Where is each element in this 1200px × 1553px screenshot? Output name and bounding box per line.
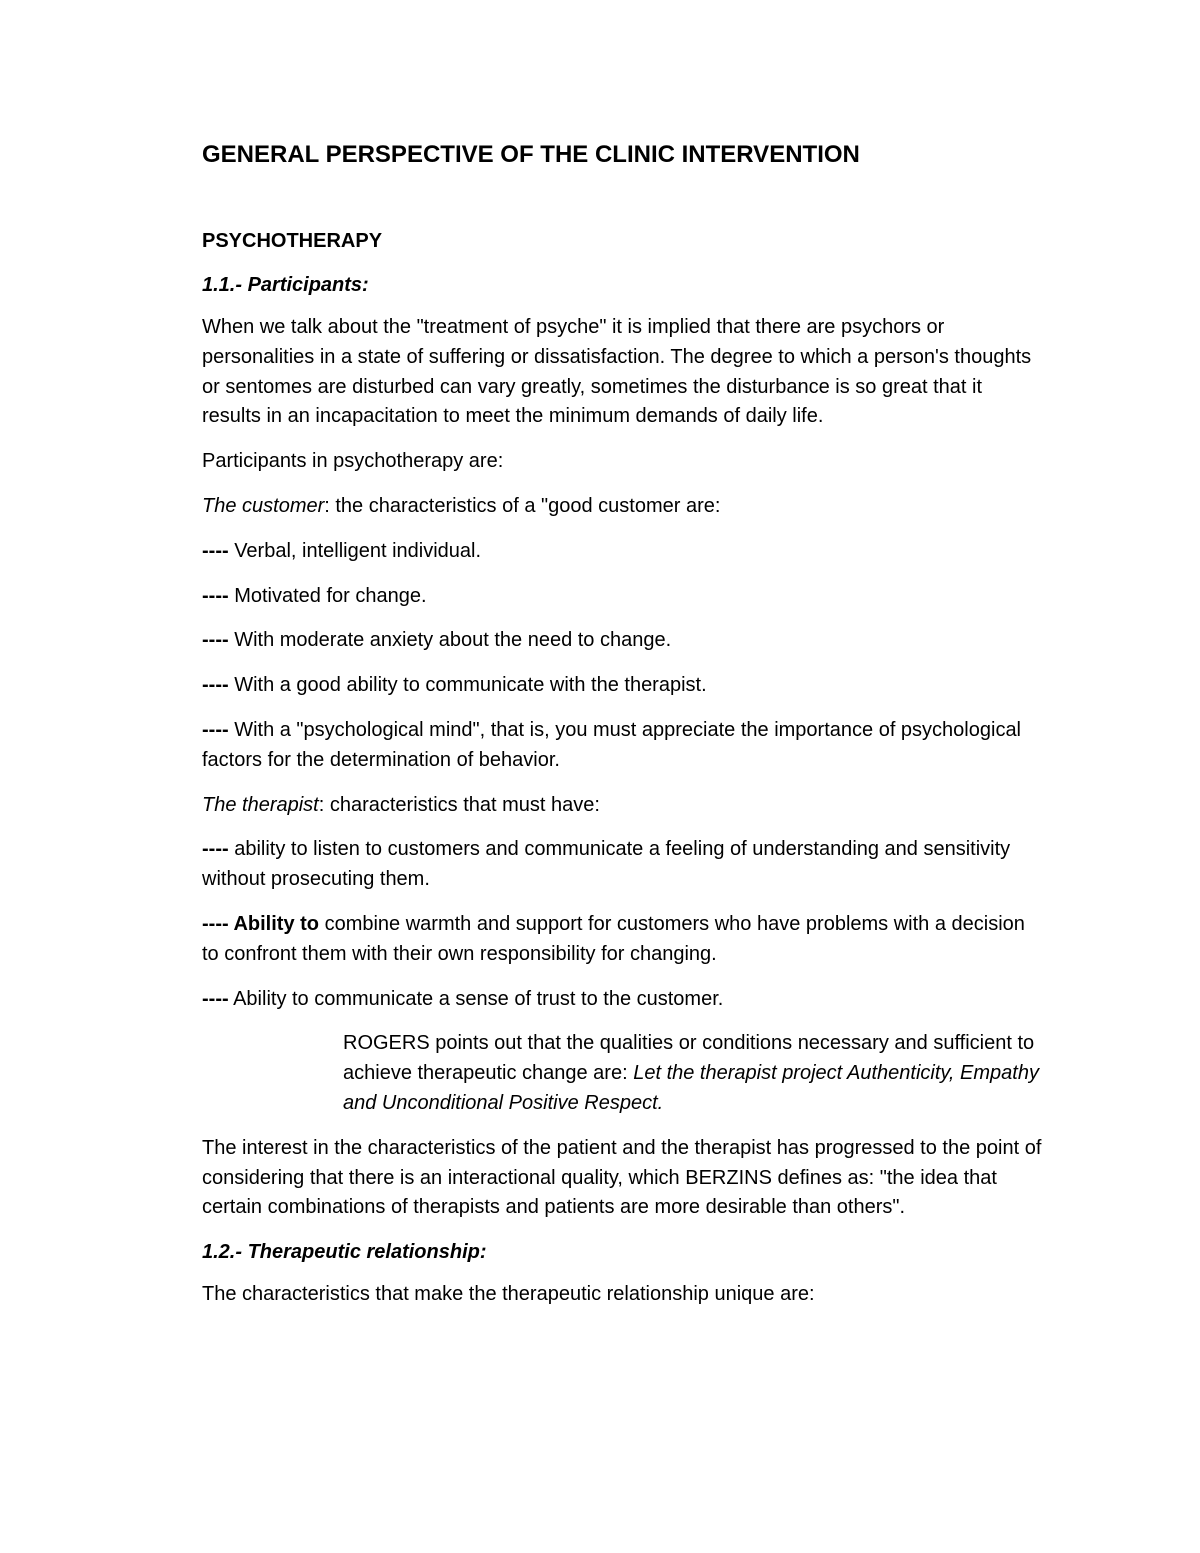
list-item-text: combine warmth and support for customers who have problems with a decision to confront them with their own responsibility for changing. [202, 912, 1025, 965]
customer-intro [202, 492, 1042, 522]
dash-marker: ---- [202, 629, 229, 652]
list-item-bold-text: Ability to [228, 912, 320, 935]
dash-marker: ---- [202, 718, 229, 741]
list-item [202, 910, 1042, 970]
dash-marker: ---- [202, 987, 229, 1010]
list-item [202, 985, 1042, 1015]
therapist-intro-text: : characteristics that must have: [318, 793, 600, 816]
list-item [202, 582, 1042, 612]
dash-marker: ---- [202, 912, 229, 935]
rogers-quote [343, 1029, 1042, 1118]
rogers-text: ROGERS points out that the qualities or conditions necessary and sufficient to achieve therapeutic change are: [343, 1032, 1035, 1085]
dash-marker: ---- [202, 838, 229, 861]
list-item-text: ability to listen to customers and communicate a feeling of understanding and sensitivity without prosecuting them. [202, 838, 1011, 891]
section-heading-psychotherapy: PSYCHOTHERAPY [202, 230, 383, 252]
list-item [202, 716, 1042, 776]
therapist-intro [202, 791, 1042, 821]
intro-paragraph: When we talk about the "treatment of psyche" it is implied that there are psychors or personalities in a state of suffering or dissatisfaction. The degree to which a person's thoughts or sentomes are disturbed can vary greatly, sometimes the disturbance is so great that it results in an incapacitation to meet the minimum demands of daily life. [202, 316, 1032, 428]
list-item [202, 835, 1042, 895]
rogers-italic-text: Let the therapist project Authenticity, Empathy and Unconditional Positive Respect. [343, 1062, 1039, 1114]
list-item-text: Verbal, intelligent individual. [228, 539, 482, 562]
list-item [202, 626, 1042, 656]
therapist-label: The therapist [202, 793, 319, 816]
dash-marker: ---- [202, 584, 229, 607]
document-page [202, 138, 1042, 1310]
interest-paragraph: The interest in the characteristics of the patient and the therapist has progressed to the point of considering that there is an interactional quality, which BERZINS defines as: "the idea that certain combinations of therapists and patients are more desirable than others". [202, 1136, 1042, 1219]
list-item-text: With moderate anxiety about the need to change. [228, 629, 672, 652]
list-item-text: Ability to communicate a sense of trust to the customer. [228, 987, 724, 1010]
customer-label: The customer [202, 494, 325, 517]
participants-line: Participants in psychotherapy are: [202, 450, 504, 473]
subheading-participants: 1.1.- Participants: [202, 274, 369, 296]
list-item-text: Motivated for change. [228, 584, 427, 607]
dash-marker: ---- [202, 674, 229, 697]
list-item [202, 537, 1042, 567]
customer-intro-text: : the characteristics of a "good customer are: [324, 494, 721, 517]
dash-marker: ---- [202, 539, 229, 562]
document-title: GENERAL PERSPECTIVE OF THE CLINIC INTERVENTION [202, 141, 860, 168]
subheading-therapeutic-relationship: 1.2.- Therapeutic relationship: [202, 1241, 487, 1264]
list-item-text: With a good ability to communicate with the therapist. [228, 674, 707, 697]
list-item [202, 671, 1042, 701]
list-item-text: With a "psychological mind", that is, you must appreciate the importance of psychological factors for the determination of behavior. [202, 718, 1022, 771]
relationship-line: The characteristics that make the therapeutic relationship unique are: [202, 1283, 815, 1306]
